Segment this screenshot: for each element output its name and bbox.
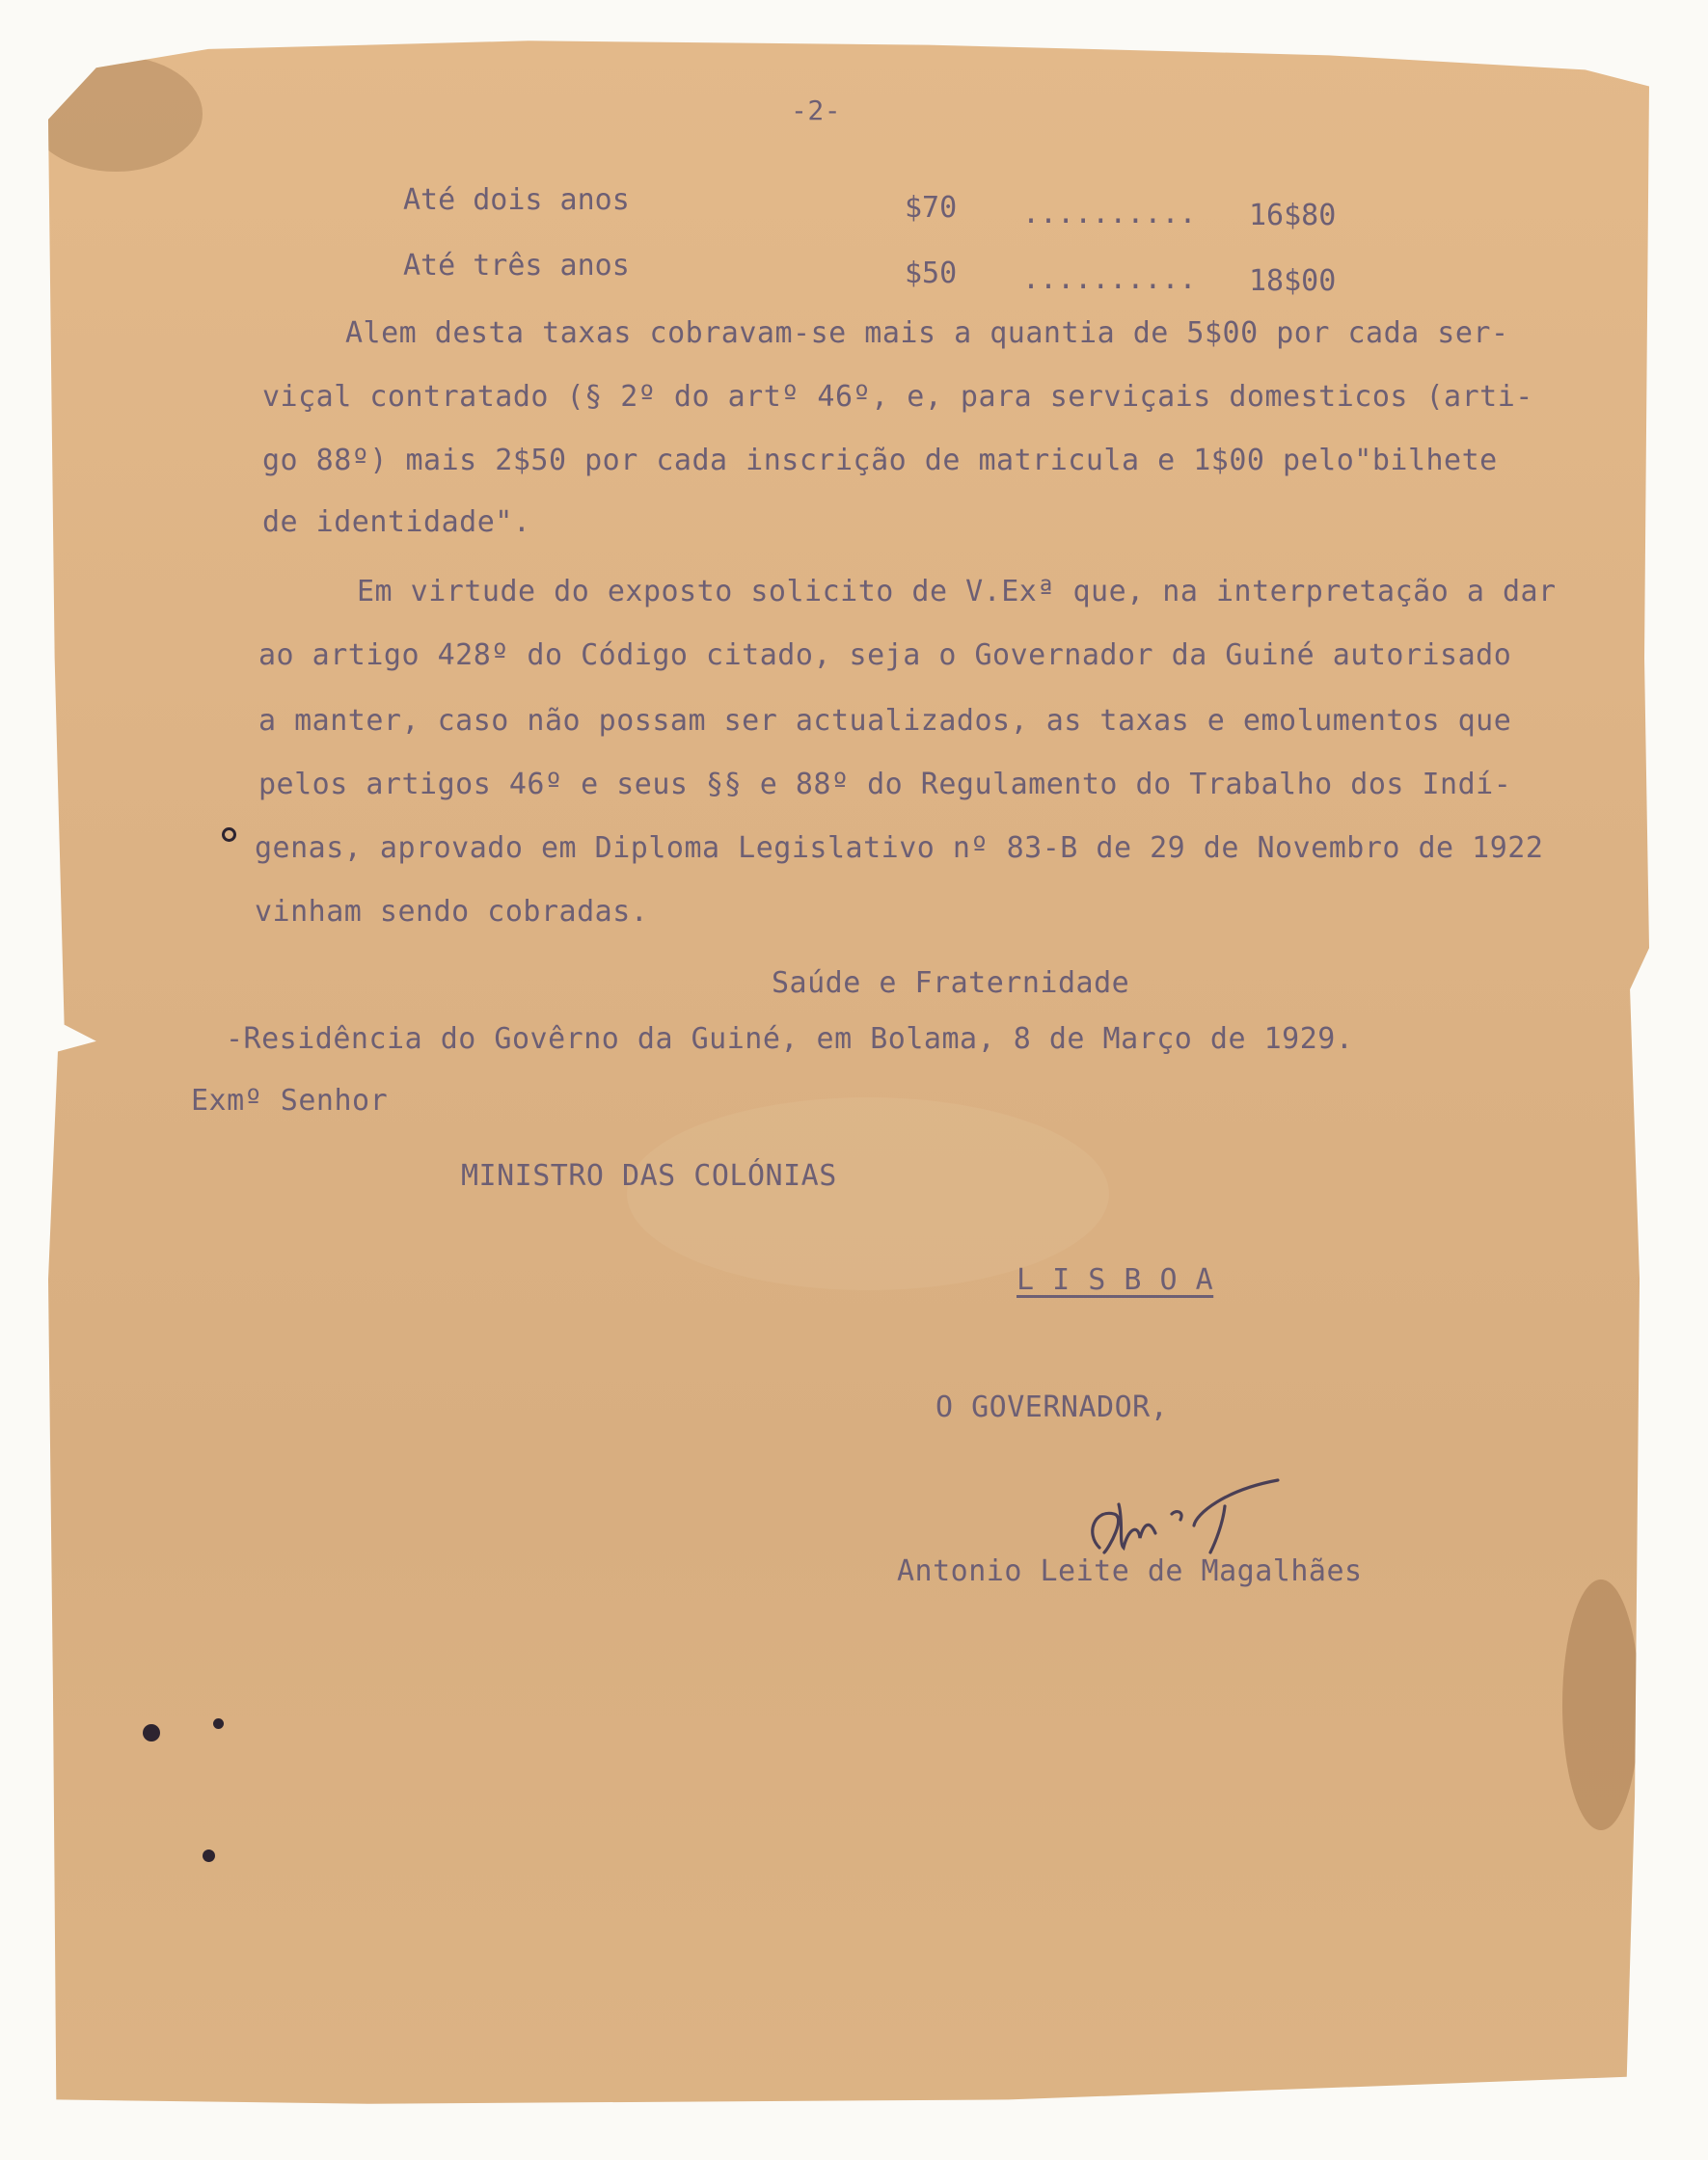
signatory-title: O GOVERNADOR, bbox=[935, 1390, 1169, 1424]
stain bbox=[1562, 1580, 1640, 1830]
fee-leader: .......... bbox=[1022, 197, 1197, 230]
text-line: Alem desta taxas cobravam-se mais a quantia de 5$00 por cada ser- bbox=[345, 316, 1509, 350]
text-line: genas, aprovado em Diploma Legislativo nº 83-B de 29 de Novembro de 1922 bbox=[255, 831, 1544, 865]
fee-total: 16$80 bbox=[1249, 199, 1337, 232]
text-line: pelos artigos 46º e seus §§ e 88º do Regulamento do Trabalho dos Indí- bbox=[258, 768, 1512, 801]
fee-leader: .......... bbox=[1022, 262, 1197, 296]
salutation: Exmº Senhor bbox=[191, 1084, 389, 1118]
stain bbox=[627, 1097, 1109, 1290]
ink-dot bbox=[203, 1850, 215, 1862]
city: L I S B O A bbox=[1017, 1263, 1214, 1297]
ink-dot bbox=[213, 1718, 224, 1729]
place-date: -Residência do Govêrno da Guiné, em Bolama, 8 de Março de 1929. bbox=[226, 1022, 1354, 1056]
text-line: a manter, caso não possam ser actualizados, as taxas e emolumentos que bbox=[258, 704, 1512, 738]
signature bbox=[1080, 1456, 1292, 1562]
addressee: MINISTRO DAS COLÓNIAS bbox=[461, 1159, 837, 1193]
text-line: ao artigo 428º do Código citado, seja o Governador da Guiné autorisado bbox=[258, 638, 1512, 672]
fee-rate: $50 bbox=[905, 256, 958, 290]
text-line: de identidade". bbox=[262, 505, 531, 539]
ink-dot bbox=[143, 1724, 160, 1742]
text-line: vinham sendo cobradas. bbox=[255, 895, 649, 929]
text-line: viçal contratado (§ 2º do artº 46º, e, para serviçais domesticos (arti- bbox=[262, 380, 1533, 414]
stain bbox=[29, 56, 203, 172]
fee-label: Até dois anos bbox=[403, 183, 630, 217]
page-number: -2- bbox=[791, 94, 842, 126]
fee-total: 18$00 bbox=[1249, 264, 1337, 298]
signatory-name: Antonio Leite de Magalhães bbox=[897, 1554, 1363, 1588]
closing: Saúde e Fraternidade bbox=[772, 966, 1130, 1000]
ink-dot bbox=[222, 827, 236, 842]
fee-rate: $70 bbox=[905, 191, 958, 225]
text-line: Em virtude do exposto solicito de V.Exª que, na interpretação a dar bbox=[357, 575, 1557, 608]
text-line: go 88º) mais 2$50 por cada inscrição de matricula e 1$00 pelo"bilhete bbox=[262, 444, 1498, 477]
fee-label: Até três anos bbox=[403, 249, 630, 283]
